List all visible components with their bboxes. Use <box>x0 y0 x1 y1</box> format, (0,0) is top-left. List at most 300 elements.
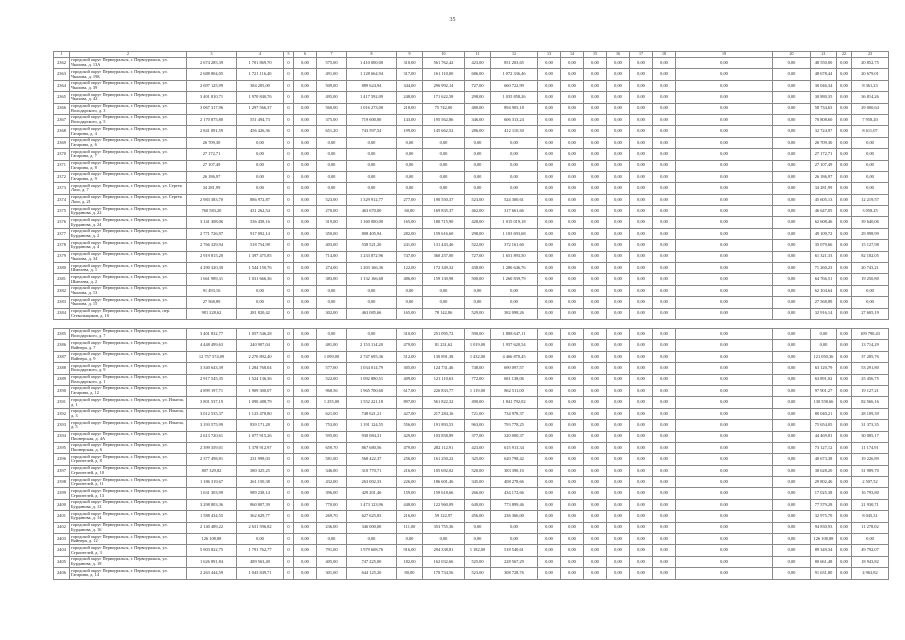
value-cell: 82 566,16 <box>852 397 889 408</box>
value-cell: 0,00 <box>397 285 423 296</box>
row-number-cell: 2377 <box>54 228 70 239</box>
value-cell: 0,00 <box>607 194 630 205</box>
address-cell: городской округ Первоуральск, г. Первоуральск, ул. Сергея Лазо, д. 7 <box>70 183 187 194</box>
value-cell: 0,00 <box>491 137 538 148</box>
value-cell: 0,00 <box>237 137 284 148</box>
address-cell: городской округ Первоуральск, г. Первоуральск, ул. Гагарина, д. 14 <box>70 568 187 579</box>
value-cell: 0,00 <box>653 217 676 228</box>
value-cell: 0 <box>284 194 294 205</box>
capital-repair-table <box>53 51 889 580</box>
value-cell: 0,00 <box>607 285 630 296</box>
value-cell: 0,00 <box>607 297 630 308</box>
value-cell: 82 182,05 <box>852 251 889 262</box>
value-cell: 130 558,66 <box>811 397 837 408</box>
value-cell: 0,00 <box>653 568 676 579</box>
value-cell: 0,00 <box>397 183 423 194</box>
value-cell: 0,00 <box>491 297 538 308</box>
value-cell: 0,00 <box>294 363 317 374</box>
value-cell: 0,00 <box>676 477 773 488</box>
value-cell: 0,00 <box>465 149 491 160</box>
value-cell: 456 426,36 <box>237 126 284 137</box>
value-cell: 0,00 <box>538 137 561 148</box>
address-cell: городской округ Первоуральск, г. Первоуральск, ул. Володарского, д. 9 <box>70 363 187 374</box>
value-cell: 0 <box>284 568 294 579</box>
table-row <box>54 58 889 69</box>
value-cell: 0,00 <box>538 568 561 579</box>
value-cell: 130 891,38 <box>423 351 465 362</box>
value-cell: 0,00 <box>561 126 584 137</box>
value-cell: 525,00 <box>465 556 491 567</box>
value-cell: 3 058,25 <box>852 206 889 217</box>
table-row <box>54 114 889 125</box>
value-cell: 0,00 <box>837 420 852 431</box>
value-cell: 479,00 <box>397 340 423 351</box>
address-cell: городской округ Первоуральск, г. Первоуральск, ул. Ильича, д. 3 <box>70 408 187 419</box>
value-cell: 0,00 <box>317 297 347 308</box>
value-cell: 0 <box>284 217 294 228</box>
value-cell: 2 674 285,39 <box>187 58 237 69</box>
value-cell: 0,00 <box>630 137 653 148</box>
value-cell: 13 714,29 <box>852 340 889 351</box>
value-cell: 0,00 <box>584 499 607 510</box>
value-cell: 310,00 <box>397 328 423 339</box>
value-cell: 0,00 <box>837 274 852 285</box>
value-cell: 0,00 <box>676 206 773 217</box>
value-cell: 0 <box>284 408 294 419</box>
value-cell: 0,00 <box>630 240 653 251</box>
column-number: 14 <box>561 52 584 58</box>
table-row <box>54 340 889 351</box>
value-cell: 0,00 <box>607 114 630 125</box>
value-cell: 0,00 <box>607 251 630 262</box>
value-cell: 1 329 912,77 <box>347 194 397 205</box>
page-number: 35 <box>449 17 456 23</box>
value-cell: 0,00 <box>465 183 491 194</box>
value-cell: 0,00 <box>584 488 607 499</box>
value-cell: 16 793,80 <box>852 488 889 499</box>
value-cell: 0,00 <box>630 160 653 171</box>
value-cell: 0,00 <box>653 454 676 465</box>
value-cell: 0,00 <box>397 137 423 148</box>
value-cell: 0,00 <box>630 228 653 239</box>
value-cell: 0,00 <box>584 285 607 296</box>
value-cell: 0,00 <box>607 171 630 182</box>
value-cell: 0,00 <box>584 308 607 319</box>
value-cell: 0 <box>284 126 294 137</box>
row-number-cell: 2396 <box>54 454 70 465</box>
row-number-cell: 2395 <box>54 442 70 453</box>
value-cell: 0,00 <box>676 160 773 171</box>
value-cell: 0,00 <box>423 534 465 545</box>
value-cell: 0,00 <box>653 385 676 396</box>
value-cell: 403,00 <box>317 240 347 251</box>
table-row <box>54 442 889 453</box>
value-cell: 0,00 <box>317 137 347 148</box>
value-cell: 236,00 <box>317 522 347 533</box>
value-cell: 298,00 <box>465 228 491 239</box>
value-cell: 0,00 <box>561 251 584 262</box>
value-cell: 0,00 <box>837 217 852 228</box>
value-cell: 126 108,88 <box>811 534 837 545</box>
value-cell: 536 458,16 <box>237 217 284 228</box>
value-cell: 0,00 <box>538 103 561 114</box>
value-cell: 429,00 <box>397 431 423 442</box>
value-cell: 19 250,80 <box>852 274 889 285</box>
address-cell: городской округ Первоуральск, г. Первоуральск, ул. Бурданова, д. 14 <box>70 511 187 522</box>
value-cell: 408 278,66 <box>491 477 538 488</box>
value-cell: 1 721 116,40 <box>237 69 284 80</box>
value-cell: 0,00 <box>584 442 607 453</box>
value-cell: 747 225,00 <box>347 556 397 567</box>
value-cell: 520,00 <box>465 465 491 476</box>
value-cell: 0,00 <box>294 340 317 351</box>
value-cell: 0,00 <box>347 137 397 148</box>
value-cell: 63 120,79 <box>811 363 837 374</box>
value-cell: 981 228,62 <box>187 308 237 319</box>
value-cell: 721,00 <box>465 408 491 419</box>
value-cell: 0,00 <box>237 285 284 296</box>
value-cell: 0,00 <box>423 171 465 182</box>
value-cell: 0,00 <box>294 556 317 567</box>
value-cell: 3 401 832,77 <box>187 328 237 339</box>
value-cell: 0,00 <box>837 114 852 125</box>
value-cell: 350,00 <box>317 228 347 239</box>
value-cell: 0,00 <box>561 103 584 114</box>
value-cell: 0,00 <box>538 285 561 296</box>
value-cell: 0,00 <box>561 511 584 522</box>
value-cell: 0,00 <box>584 397 607 408</box>
value-cell: 0,00 <box>294 477 317 488</box>
value-cell: 0,00 <box>561 297 584 308</box>
value-cell: 301,00 <box>317 568 347 579</box>
value-cell: 0,00 <box>837 80 852 91</box>
value-cell: 3 012 535,37 <box>187 408 237 419</box>
address-cell: городской округ Первоуральск, г. Первоуральск, ул. Ильича, д. 5 <box>70 420 187 431</box>
value-cell: 97 901,27 <box>811 385 837 396</box>
value-cell: 0,00 <box>294 160 317 171</box>
table-row <box>54 568 889 579</box>
value-cell: 0,00 <box>561 160 584 171</box>
value-cell: 0,00 <box>773 397 811 408</box>
table-row <box>54 80 889 91</box>
value-cell: 384 205,00 <box>237 80 284 91</box>
value-cell: 1 284 768,04 <box>237 363 284 374</box>
value-cell: 0,00 <box>773 126 811 137</box>
value-cell: 0,00 <box>630 285 653 296</box>
address-cell: городской округ Первоуральск, г. Первоуральск, ул. Строителей, д. 3 <box>70 545 187 556</box>
value-cell: 0,00 <box>837 183 852 194</box>
value-cell: 26 186,97 <box>187 171 237 182</box>
value-cell: 20 679,01 <box>852 69 889 80</box>
value-cell: 105 692,02 <box>423 465 465 476</box>
value-cell: 1 015 019,18 <box>491 217 538 228</box>
value-cell: 0,00 <box>837 568 852 579</box>
value-cell: 0,00 <box>584 511 607 522</box>
value-cell: 620 798,42 <box>491 454 538 465</box>
value-cell: 199,00 <box>397 126 423 137</box>
value-cell: 0,00 <box>538 465 561 476</box>
row-number-cell: 2406 <box>54 568 70 579</box>
value-cell: 495,00 <box>317 92 347 103</box>
row-number-cell: 2372 <box>54 171 70 182</box>
value-cell: 0,00 <box>607 385 630 396</box>
value-cell: 0,00 <box>607 217 630 228</box>
value-cell: 0,00 <box>607 363 630 374</box>
value-cell: 1 016 273,00 <box>347 103 397 114</box>
row-number-cell: 2378 <box>54 240 70 251</box>
value-cell: 353 755,36 <box>423 522 465 533</box>
value-cell: 0,00 <box>561 69 584 80</box>
value-cell: 0,00 <box>294 431 317 442</box>
value-cell: 0,00 <box>538 228 561 239</box>
value-cell: 560,00 <box>317 103 347 114</box>
value-cell: 0,00 <box>294 274 317 285</box>
value-cell: 509,00 <box>317 80 347 91</box>
value-cell: 7 958,20 <box>852 114 889 125</box>
value-cell: 1 588 434,55 <box>187 511 237 522</box>
value-cell: 0,00 <box>294 297 317 308</box>
value-cell: 0,00 <box>607 442 630 453</box>
value-cell: 0,00 <box>676 126 773 137</box>
value-cell: 31 373,35 <box>852 420 889 431</box>
value-cell: 11 174,91 <box>852 442 889 453</box>
value-cell: 851 203,65 <box>491 58 538 69</box>
value-cell: 2 631 596,82 <box>237 522 284 533</box>
value-cell: 122,00 <box>397 263 423 274</box>
value-cell: 270,00 <box>317 206 347 217</box>
value-cell: 0,00 <box>317 149 347 160</box>
value-cell: 73 127,12 <box>811 442 837 453</box>
value-cell: 448,00 <box>397 499 423 510</box>
value-cell: 0,00 <box>538 308 561 319</box>
value-cell: 27 605,19 <box>852 308 889 319</box>
value-cell: 317 661,66 <box>491 206 538 217</box>
value-cell: 0,00 <box>584 92 607 103</box>
row-number-cell: 2381 <box>54 274 70 285</box>
value-cell: 0,00 <box>237 183 284 194</box>
value-cell: 0,00 <box>347 297 397 308</box>
value-cell: 0 <box>284 285 294 296</box>
value-cell: 518 540,61 <box>491 545 538 556</box>
value-cell: 432,00 <box>317 477 347 488</box>
row-number-cell: 2374 <box>54 194 70 205</box>
value-cell: 0,00 <box>630 171 653 182</box>
value-cell: 62 608,46 <box>811 217 837 228</box>
value-cell: 1 957 620,54 <box>491 340 538 351</box>
value-cell: 0,00 <box>584 58 607 69</box>
value-cell: 0,00 <box>584 194 607 205</box>
value-cell: 0,00 <box>607 263 630 274</box>
value-cell: 1 160 000,00 <box>347 217 397 228</box>
value-cell: 382 098,26 <box>491 308 538 319</box>
table-row <box>54 385 889 396</box>
value-cell: 180 715,90 <box>423 217 465 228</box>
value-cell: 0,00 <box>676 556 773 567</box>
value-cell: 0,00 <box>676 351 773 362</box>
value-cell: 0,00 <box>676 454 773 465</box>
value-cell: 793 778,25 <box>491 420 538 431</box>
value-cell: 0,00 <box>837 160 852 171</box>
value-cell: 27 568,89 <box>811 297 837 308</box>
value-cell: 1 031 666,36 <box>237 274 284 285</box>
value-cell: 0,00 <box>607 408 630 419</box>
value-cell: 0,00 <box>607 477 630 488</box>
value-cell: 1 191 124,55 <box>347 420 397 431</box>
value-cell: 0,00 <box>538 114 561 125</box>
value-cell: 103 858,89 <box>423 431 465 442</box>
table-row <box>54 103 889 114</box>
table-row <box>54 285 889 296</box>
value-cell: 0,00 <box>630 385 653 396</box>
value-cell: 3 067 317,96 <box>187 103 237 114</box>
value-cell: 1 128 664,94 <box>347 69 397 80</box>
value-cell: 0,00 <box>837 240 852 251</box>
value-cell: 0,00 <box>630 351 653 362</box>
value-cell: 0,00 <box>294 522 317 533</box>
value-cell: 159,00 <box>397 488 423 499</box>
value-cell: 165,00 <box>397 217 423 228</box>
address-cell: городской округ Первоуральск, г. Первоуральск, ул. Шмелева, д. 2 <box>70 274 187 285</box>
table-row <box>54 534 889 545</box>
column-number: 1 <box>54 52 70 58</box>
value-cell: 0,00 <box>561 263 584 274</box>
value-cell: 46 647,05 <box>811 206 837 217</box>
value-cell: 383 390,10 <box>491 465 538 476</box>
value-cell: 0,00 <box>607 431 630 442</box>
value-cell: 0,00 <box>561 545 584 556</box>
address-cell: городской округ Первоуральск, г. Первоуральск, ул. Чкалова, д. 13А <box>70 58 187 69</box>
value-cell: 0,00 <box>630 442 653 453</box>
value-cell: 2 270 892,40 <box>237 351 284 362</box>
value-cell: 0,00 <box>584 114 607 125</box>
value-cell: 839 171,28 <box>237 420 284 431</box>
value-cell: 0,00 <box>852 149 889 160</box>
value-cell: 31 989,70 <box>852 465 889 476</box>
value-cell: 0,00 <box>294 408 317 419</box>
value-cell: 867 680,56 <box>347 442 397 453</box>
value-cell: 690 097,57 <box>491 363 538 374</box>
column-number: 10 <box>423 52 465 58</box>
value-cell: 0 <box>284 114 294 125</box>
value-cell: 0,00 <box>294 465 317 476</box>
value-cell: 0,00 <box>294 137 317 148</box>
value-cell: 0 <box>284 171 294 182</box>
value-cell: 1 255,00 <box>317 397 347 408</box>
value-cell: 0,00 <box>837 149 852 160</box>
value-cell: 62 104,64 <box>811 285 837 296</box>
value-cell: 29 998,99 <box>852 228 889 239</box>
value-cell: 372 161,60 <box>491 240 538 251</box>
value-cell: 523,00 <box>465 194 491 205</box>
value-cell: 12 757 574,09 <box>187 351 237 362</box>
value-cell: 0,00 <box>837 465 852 476</box>
value-cell: 0,00 <box>294 228 317 239</box>
value-cell: 0,00 <box>561 114 584 125</box>
value-cell: 58 734,63 <box>811 103 837 114</box>
value-cell: 78 142,86 <box>423 308 465 319</box>
value-cell: 644 125,20 <box>347 568 397 579</box>
value-cell: 0,00 <box>676 511 773 522</box>
value-cell: 0,00 <box>561 420 584 431</box>
value-cell: 325,00 <box>465 454 491 465</box>
value-cell: 1 626 891,84 <box>187 556 237 567</box>
value-cell: 131 443,46 <box>423 240 465 251</box>
value-cell: 308 728,76 <box>491 568 538 579</box>
value-cell: 2 688 804,05 <box>187 69 237 80</box>
column-number: 16 <box>607 52 630 58</box>
value-cell: 463 085,66 <box>347 308 397 319</box>
value-cell: 0,00 <box>584 340 607 351</box>
value-cell: 1 019,00 <box>465 340 491 351</box>
value-cell: 0,00 <box>837 454 852 465</box>
value-cell: 1 970 840,76 <box>237 92 284 103</box>
value-cell: 231 998,03 <box>237 454 284 465</box>
value-cell: 748,00 <box>465 363 491 374</box>
column-number: 7 <box>317 52 347 58</box>
value-cell: 431 262,54 <box>237 206 284 217</box>
value-cell: 0,00 <box>465 137 491 148</box>
value-cell: 21 930,71 <box>852 499 889 510</box>
value-cell: 0,00 <box>653 431 676 442</box>
value-cell: 0,00 <box>294 80 317 91</box>
value-cell: 0,00 <box>294 568 317 579</box>
value-cell: 1 123 478,80 <box>237 408 284 419</box>
value-cell: 0,00 <box>584 217 607 228</box>
value-cell: 423,00 <box>465 58 491 69</box>
value-cell: 0,00 <box>397 171 423 182</box>
value-cell: 0,00 <box>837 534 852 545</box>
value-cell: 0,00 <box>538 297 561 308</box>
value-cell: 0 <box>284 477 294 488</box>
value-cell: 0,00 <box>561 499 584 510</box>
value-cell: 523,00 <box>465 568 491 579</box>
table-row <box>54 465 889 476</box>
value-cell: 0 <box>284 465 294 476</box>
value-cell: 261 150,38 <box>237 477 284 488</box>
value-cell: 0,00 <box>653 183 676 194</box>
value-cell: 0,00 <box>653 103 676 114</box>
value-cell: 807 329,82 <box>187 465 237 476</box>
value-cell: 0,00 <box>837 351 852 362</box>
value-cell: 490,00 <box>465 397 491 408</box>
value-cell: 808 405,94 <box>347 228 397 239</box>
value-cell: 659,70 <box>317 442 347 453</box>
value-cell: 61 321,33 <box>811 251 837 262</box>
address-cell: городской округ Первоуральск, г. Первоуральск, ул. Гагарина, д. 4 <box>70 126 187 137</box>
value-cell: 380 325,25 <box>237 465 284 476</box>
table-row <box>54 308 889 319</box>
value-cell: 0,00 <box>773 431 811 442</box>
value-cell: 310,00 <box>397 58 423 69</box>
value-cell: 240 907,04 <box>237 340 284 351</box>
value-cell: 0,00 <box>837 194 852 205</box>
value-cell: 0,00 <box>676 420 773 431</box>
value-cell: 0,00 <box>607 80 630 91</box>
address-cell: городской округ Первоуральск, г. Первоуральск, ул. Чкалова, д. 39 <box>70 80 187 91</box>
value-cell: 0,00 <box>347 183 397 194</box>
value-cell: 0,00 <box>561 465 584 476</box>
row-number-cell: 2404 <box>54 545 70 556</box>
value-cell: 615 913,34 <box>491 442 538 453</box>
value-cell: 0,00 <box>465 297 491 308</box>
value-cell: 551 494,73 <box>237 114 284 125</box>
address-cell: городской округ Первоуральск, г. Первоуральск, ул. Строителей, д. 13 <box>70 488 187 499</box>
value-cell: 0,00 <box>653 240 676 251</box>
value-cell: 0,00 <box>630 92 653 103</box>
value-cell: 0,00 <box>653 274 676 285</box>
value-cell: 0,00 <box>347 149 397 160</box>
value-cell: 0,00 <box>773 228 811 239</box>
